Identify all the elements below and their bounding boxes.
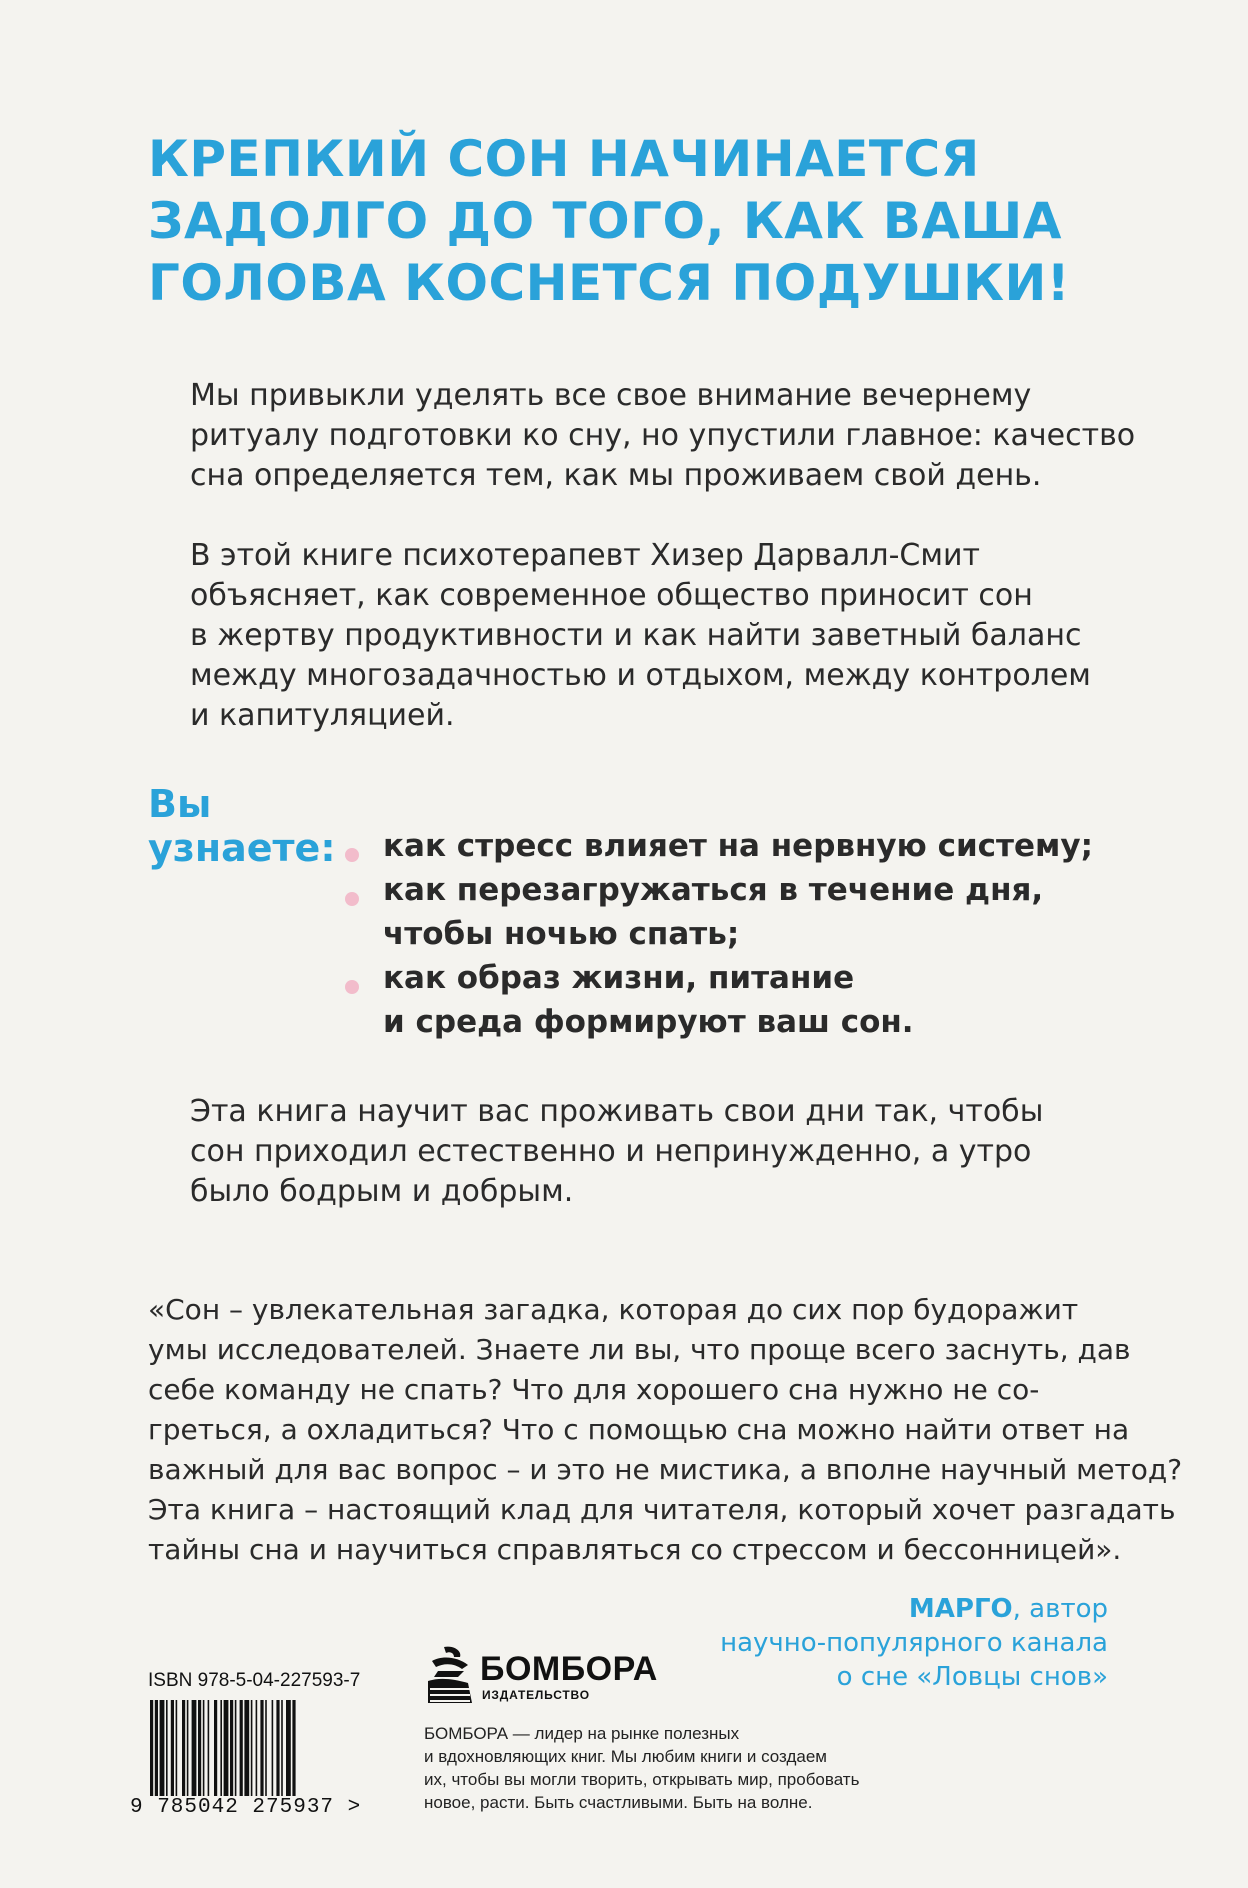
isbn-label: ISBN 978-5-04-227593-7 — [148, 1670, 361, 1691]
learn-label — [148, 782, 336, 870]
publisher-logo-text: БОМБОРА — [480, 1650, 658, 1688]
author-line: о сне «Ловцы снов» — [836, 1662, 1108, 1692]
quote-line: важный для вас вопрос – и это не мистика, а вполне научный метод? — [148, 1453, 1183, 1486]
paragraph-line: В этой книге психотерапевт Хизер Дарвалл-Смит — [190, 538, 980, 573]
list-item-text: как стресс влияет на нервную систему; — [383, 828, 1093, 864]
paragraph-line: в жертву продуктивности и как найти заветный баланс — [190, 618, 1082, 653]
publisher-line: и вдохновляющих книг. Мы любим книги и создаем — [424, 1747, 827, 1766]
review-quote — [148, 1290, 1183, 1570]
list-item — [345, 868, 1145, 956]
quote-line: греться, а охладиться? Что с помощью сна можно найти ответ на — [148, 1413, 1130, 1446]
quote-author — [720, 1592, 1108, 1694]
author-line: научно-популярного канала — [720, 1628, 1108, 1658]
publisher-line: их, чтобы вы могли творить, открывать мир, пробовать — [424, 1770, 860, 1789]
paragraph-line: Эта книга научит вас проживать свои дни так, чтобы — [190, 1094, 1044, 1129]
bullet-dot-icon — [345, 980, 359, 994]
paragraph-line: объясняет, как современное общество приносит сон — [190, 578, 1033, 613]
paragraph-line: между многозадачностью и отдыхом, между контролем — [190, 658, 1091, 693]
quote-line: умы исследователей. Знаете ли вы, что проще всего заснуть, дав — [148, 1333, 1131, 1366]
barcode-digits: 9 785042 275937 > — [130, 1796, 362, 1819]
paragraph-line: сон приходил естественно и непринужденно, а утро — [190, 1134, 1032, 1169]
paragraph-line: сна определяется тем, как мы проживаем свой день. — [190, 458, 1042, 493]
author-name: МАРГО — [908, 1594, 1013, 1624]
learn-label-line: узнаете: — [148, 826, 336, 870]
description-paragraph — [190, 536, 1120, 736]
closing-paragraph — [190, 1092, 1120, 1212]
quote-line: Эта книга – настоящий клад для читателя, который хочет разгадать — [148, 1493, 1176, 1526]
publisher-description — [424, 1722, 904, 1814]
headline-line: КРЕПКИЙ СОН НАЧИНАЕТСЯ — [148, 130, 980, 188]
headline-line: ГОЛОВА КОСНЕТСЯ ПОДУШКИ! — [148, 254, 1071, 312]
headline — [148, 128, 1148, 314]
bullet-dot-icon — [345, 892, 359, 906]
paragraph-line: и капитуляцией. — [190, 698, 455, 733]
list-item — [345, 824, 1145, 868]
publisher-line: БОМБОРА — лидер на рынке полезных — [424, 1724, 740, 1743]
publisher-logo-subtitle: ИЗДАТЕЛЬСТВО — [482, 1688, 590, 1702]
publisher-line: новое, расти. Быть счастливыми. Быть на волне. — [424, 1793, 813, 1812]
list-item-text: как образ жизни, питание — [383, 960, 855, 996]
learn-list — [345, 824, 1145, 1044]
headline-line: ЗАДОЛГО ДО ТОГО, КАК ВАША — [148, 192, 1062, 250]
bombora-wave-logo-icon — [424, 1643, 476, 1709]
author-role: , автор — [1012, 1594, 1108, 1624]
quote-line: тайны сна и научиться справляться со стрессом и бессонницей». — [148, 1533, 1122, 1566]
list-item — [345, 956, 1145, 1044]
bullet-dot-icon — [345, 848, 359, 862]
intro-paragraph — [190, 376, 1136, 496]
quote-line: себе команду не спать? Что для хорошего сна нужно не со- — [148, 1373, 1040, 1406]
list-item-text: чтобы ночью спать; — [383, 916, 740, 952]
list-item-text: и среда формируют ваш сон. — [383, 1004, 914, 1040]
list-item-text: как перезагружаться в течение дня, — [383, 872, 1044, 908]
paragraph-line: ритуалу подготовки ко сну, но упустили главное: качество — [190, 418, 1136, 453]
quote-line: «Сон – увлекательная загадка, которая до сих пор будоражит — [148, 1293, 1079, 1326]
paragraph-line: Мы привыкли уделять все свое внимание вечернему — [190, 378, 1032, 413]
learn-label-line: Вы — [148, 782, 212, 826]
paragraph-line: было бодрым и добрым. — [190, 1174, 574, 1209]
